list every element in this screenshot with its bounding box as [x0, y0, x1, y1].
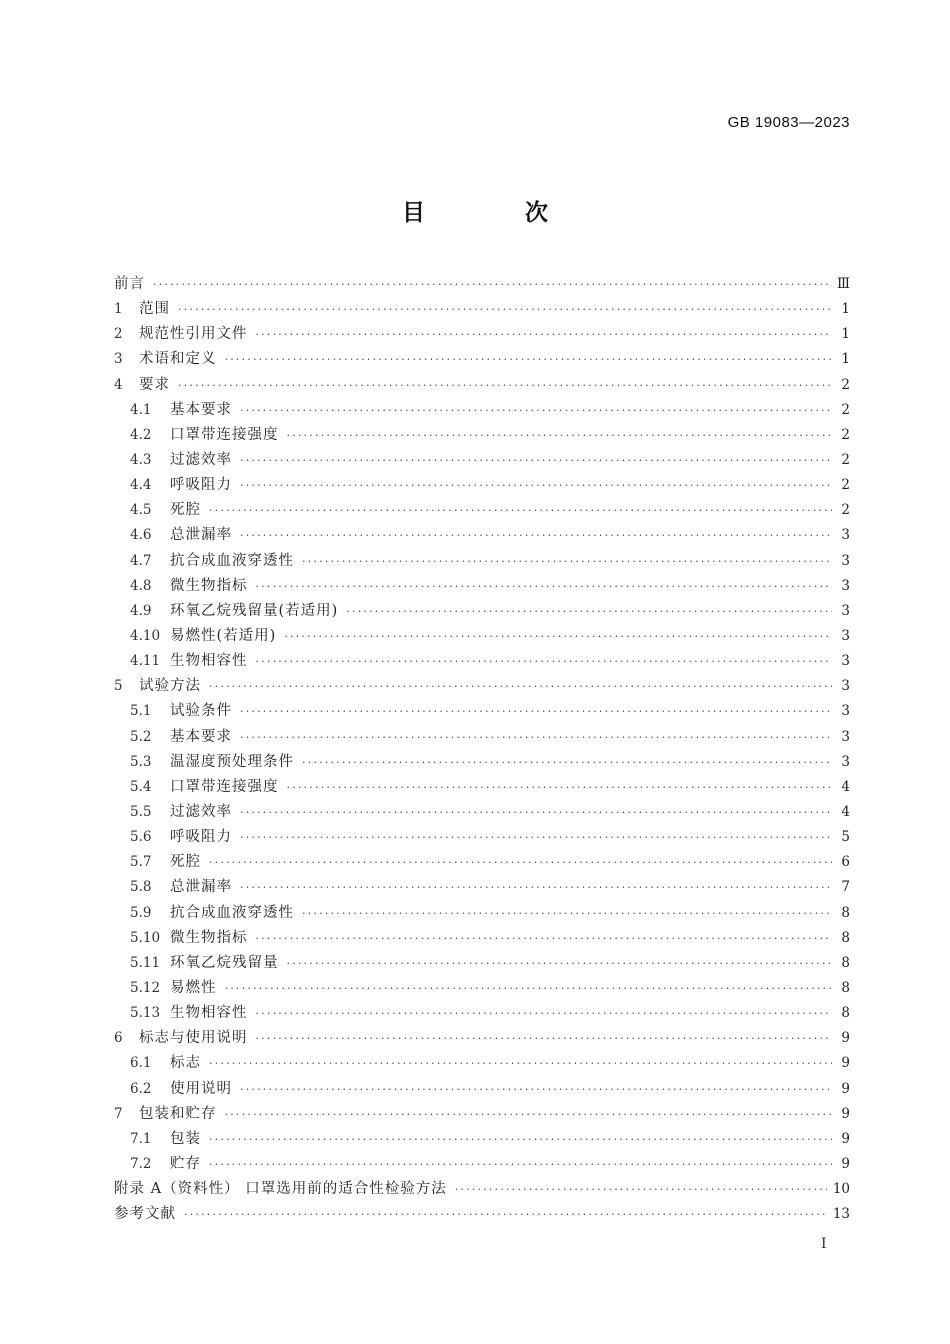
toc-leader-dots — [209, 498, 832, 523]
toc-entry-page: 8 — [841, 954, 850, 971]
toc-entry[interactable] — [114, 699, 850, 724]
toc-entry-label: 生物相容性 — [170, 1005, 248, 1022]
toc-entry-label: 环氧乙烷残留量(若适用) — [170, 602, 339, 619]
toc-leader-dots — [209, 674, 832, 699]
toc-entry[interactable] — [114, 574, 850, 599]
toc-leader-dots — [287, 951, 833, 976]
toc-entry-page: Ⅲ — [836, 276, 850, 292]
toc-entry-number: 7.1 — [130, 1130, 152, 1147]
toc-leader-dots — [302, 549, 832, 574]
toc-entry-number: 5.10 — [130, 929, 161, 946]
toc-entry[interactable] — [114, 1152, 850, 1177]
toc-leader-dots — [240, 875, 832, 900]
toc-entry-number: 4 — [114, 376, 123, 393]
toc-leader-dots — [284, 624, 832, 649]
toc-leader-dots — [178, 297, 832, 322]
toc-entry-number: 5.5 — [130, 803, 152, 820]
toc-leader-dots — [240, 825, 832, 850]
toc-entry[interactable] — [114, 825, 850, 850]
toc-entry-label: 术语和定义 — [139, 351, 217, 368]
toc-entry-number: 5.12 — [130, 979, 161, 996]
toc-entry-label: 抗合成血液穿透性 — [170, 904, 294, 921]
toc-entry[interactable] — [114, 599, 850, 624]
toc-entry-page: 9 — [841, 1105, 850, 1122]
toc-entry-number: 4.7 — [130, 552, 152, 569]
toc-entry[interactable] — [114, 1001, 850, 1026]
toc-entry-number: 5.8 — [130, 879, 152, 896]
toc-entry-number: 4.11 — [130, 653, 161, 670]
toc-entry[interactable] — [114, 272, 850, 297]
toc-entry-number: 4.8 — [130, 577, 152, 594]
toc-entry[interactable] — [114, 725, 850, 750]
toc-entry-label: 包装 — [170, 1130, 201, 1147]
toc-entry-label: 口罩带连接强度 — [170, 778, 279, 795]
toc-entry[interactable] — [114, 297, 850, 322]
toc-entry-label: 呼吸阻力 — [170, 829, 232, 846]
toc-title: 目 次 — [401, 200, 594, 226]
toc-leader-dots — [256, 574, 833, 599]
toc-leader-dots — [225, 1102, 833, 1127]
toc-entry-page: 2 — [841, 426, 850, 443]
toc-entry-page: 2 — [841, 477, 850, 494]
toc-entry[interactable] — [114, 1177, 850, 1202]
toc-entry-label: 口罩带连接强度 — [170, 426, 279, 443]
toc-entry-label: 易燃性(若适用) — [170, 627, 277, 644]
toc-entry-page: 4 — [841, 803, 850, 820]
toc-entry-page: 8 — [841, 1005, 850, 1022]
toc-leader-dots — [256, 926, 833, 951]
toc-entry-number: 4.2 — [130, 426, 152, 443]
toc-entry-number: 4.5 — [130, 502, 152, 519]
toc-entry-page: 9 — [841, 1080, 850, 1097]
toc-entry[interactable] — [114, 976, 850, 1001]
toc-entry[interactable] — [114, 549, 850, 574]
toc-entry-number: 6 — [114, 1030, 123, 1047]
toc-entry-number: 7.2 — [130, 1155, 152, 1172]
toc-entry-label: 规范性引用文件 — [139, 326, 248, 343]
toc-entry-label: 范围 — [139, 301, 170, 318]
toc-entry[interactable] — [114, 1051, 850, 1076]
toc-entry-label: 抗合成血液穿透性 — [170, 552, 294, 569]
toc-entry-label: 总泄漏率 — [170, 879, 232, 896]
toc-entry-number: 4.1 — [130, 401, 152, 418]
toc-entry[interactable] — [114, 926, 850, 951]
toc-leader-dots — [153, 272, 831, 297]
toc-entry-page: 2 — [841, 376, 850, 393]
toc-entry[interactable] — [114, 800, 850, 825]
toc-entry-page: 3 — [841, 703, 850, 720]
toc-entry-page: 3 — [841, 602, 850, 619]
toc-entry-label: 生物相容性 — [170, 653, 248, 670]
toc-entry-label: 易燃性 — [170, 979, 217, 996]
toc-leader-dots — [240, 473, 832, 498]
toc-entry-page: 13 — [832, 1206, 850, 1223]
toc-list — [114, 272, 850, 1227]
toc-entry[interactable] — [114, 498, 850, 523]
toc-leader-dots — [287, 423, 833, 448]
toc-entry-label: 包装和贮存 — [139, 1105, 217, 1122]
toc-entry-page: 3 — [841, 728, 850, 745]
toc-entry-number: 1 — [114, 301, 123, 318]
toc-entry-label: 过滤效率 — [170, 803, 232, 820]
toc-entry-number: 5.4 — [130, 778, 152, 795]
toc-leader-dots — [302, 901, 832, 926]
toc-entry-label: 试验方法 — [139, 678, 201, 695]
toc-leader-dots — [225, 976, 833, 1001]
toc-entry-number: 5.9 — [130, 904, 152, 921]
toc-entry-number: 5.13 — [130, 1005, 161, 1022]
toc-leader-dots — [240, 1077, 832, 1102]
toc-entry-page: 9 — [841, 1055, 850, 1072]
toc-entry[interactable] — [114, 473, 850, 498]
toc-entry-page: 2 — [841, 502, 850, 519]
toc-entry[interactable] — [114, 901, 850, 926]
toc-leader-dots — [209, 1152, 832, 1177]
toc-entry-page: 2 — [841, 401, 850, 418]
toc-entry-page: 6 — [841, 854, 850, 871]
toc-entry-label: 基本要求 — [170, 728, 232, 745]
toc-entry-label: 微生物指标 — [170, 929, 248, 946]
toc-leader-dots — [240, 448, 832, 473]
standard-code: GB 19083—2023 — [727, 114, 850, 131]
toc-leader-dots — [240, 699, 832, 724]
toc-entry-page: 8 — [841, 904, 850, 921]
toc-leader-dots — [302, 750, 832, 775]
toc-leader-dots — [455, 1177, 827, 1202]
toc-entry-page: 5 — [841, 829, 850, 846]
toc-entry-number: 4.9 — [130, 602, 152, 619]
toc-entry-label: 环氧乙烷残留量 — [170, 954, 279, 971]
toc-entry[interactable] — [114, 448, 850, 473]
toc-entry[interactable] — [114, 373, 850, 398]
toc-entry-label: 温湿度预处理条件 — [170, 753, 294, 770]
toc-entry-page: 1 — [841, 351, 850, 368]
toc-entry-label: 要求 — [139, 376, 170, 393]
toc-entry-page: 8 — [841, 979, 850, 996]
page-number: Ⅰ — [821, 1236, 827, 1252]
toc-entry-number: 5.6 — [130, 829, 152, 846]
toc-entry-number: 5.2 — [130, 728, 152, 745]
toc-entry-number: 3 — [114, 351, 123, 368]
toc-leader-dots — [287, 775, 833, 800]
toc-entry[interactable] — [114, 750, 850, 775]
toc-entry-page: 3 — [841, 552, 850, 569]
toc-entry-page: 3 — [841, 653, 850, 670]
toc-leader-dots — [256, 649, 833, 674]
toc-entry[interactable] — [114, 322, 850, 347]
toc-leader-dots — [240, 725, 832, 750]
toc-leader-dots — [225, 347, 833, 372]
toc-entry[interactable] — [114, 347, 850, 372]
toc-leader-dots — [256, 322, 833, 347]
toc-entry[interactable] — [114, 875, 850, 900]
toc-entry[interactable] — [114, 1102, 850, 1127]
toc-entry-number: 6.1 — [130, 1055, 152, 1072]
toc-entry[interactable] — [114, 951, 850, 976]
toc-entry-page: 3 — [841, 527, 850, 544]
toc-entry[interactable] — [114, 624, 850, 649]
toc-entry-label: 前言 — [114, 276, 145, 292]
toc-entry-page: 3 — [841, 577, 850, 594]
toc-leader-dots — [178, 373, 832, 398]
toc-entry-number: 4.4 — [130, 477, 152, 494]
toc-entry-label: 使用说明 — [170, 1080, 232, 1097]
toc-entry-label: 死腔 — [170, 854, 201, 871]
toc-entry-number: 6.2 — [130, 1080, 152, 1097]
toc-entry-number: 4.3 — [130, 451, 152, 468]
toc-entry-label: 死腔 — [170, 502, 201, 519]
toc-entry-number: 4.10 — [130, 627, 161, 644]
toc-entry-number: 5.3 — [130, 753, 152, 770]
toc-leader-dots — [256, 1001, 833, 1026]
toc-entry-page: 10 — [832, 1181, 850, 1198]
toc-entry-page: 1 — [841, 326, 850, 343]
toc-entry-page: 3 — [841, 678, 850, 695]
toc-entry-label: 附录 A（资料性） 口罩选用前的适合性检验方法 — [114, 1181, 447, 1198]
toc-entry-page: 8 — [841, 929, 850, 946]
toc-entry-label: 过滤效率 — [170, 451, 232, 468]
toc-entry-page: 9 — [841, 1155, 850, 1172]
toc-leader-dots — [240, 523, 832, 548]
toc-entry-page: 4 — [841, 778, 850, 795]
toc-entry-label: 呼吸阻力 — [170, 477, 232, 494]
toc-entry-label: 贮存 — [170, 1155, 201, 1172]
toc-entry[interactable] — [114, 1202, 850, 1227]
toc-entry-label: 微生物指标 — [170, 577, 248, 594]
toc-entry-page: 7 — [841, 879, 850, 896]
toc-entry[interactable] — [114, 1026, 850, 1051]
toc-leader-dots — [346, 599, 832, 624]
toc-entry-number: 5.11 — [130, 954, 161, 971]
toc-entry-label: 参考文献 — [114, 1206, 176, 1223]
toc-entry-number: 4.6 — [130, 527, 152, 544]
toc-entry-page: 9 — [841, 1130, 850, 1147]
toc-entry[interactable] — [114, 649, 850, 674]
toc-entry[interactable] — [114, 423, 850, 448]
toc-leader-dots — [209, 850, 832, 875]
toc-entry-page: 3 — [841, 627, 850, 644]
toc-entry-number: 7 — [114, 1105, 123, 1122]
toc-leader-dots — [240, 398, 832, 423]
toc-entry[interactable] — [114, 1127, 850, 1152]
toc-entry[interactable] — [114, 850, 850, 875]
toc-leader-dots — [256, 1026, 833, 1051]
toc-leader-dots — [209, 1127, 832, 1152]
toc-entry[interactable] — [114, 523, 850, 548]
toc-entry-page: 1 — [841, 301, 850, 318]
toc-leader-dots — [209, 1051, 832, 1076]
toc-entry-number: 2 — [114, 326, 123, 343]
toc-entry-label: 试验条件 — [170, 703, 232, 720]
toc-entry[interactable] — [114, 775, 850, 800]
toc-entry-page: 2 — [841, 451, 850, 468]
toc-entry-label: 标志 — [170, 1055, 201, 1072]
toc-leader-dots — [240, 800, 832, 825]
toc-entry-page: 3 — [841, 753, 850, 770]
toc-entry-number: 5 — [114, 678, 123, 695]
toc-entry[interactable] — [114, 674, 850, 699]
toc-entry-number: 5.7 — [130, 854, 152, 871]
toc-leader-dots — [184, 1202, 827, 1227]
toc-entry-number: 5.1 — [130, 703, 152, 720]
toc-entry-label: 总泄漏率 — [170, 527, 232, 544]
toc-entry[interactable] — [114, 1077, 850, 1102]
toc-entry-label: 基本要求 — [170, 401, 232, 418]
toc-entry[interactable] — [114, 398, 850, 423]
toc-entry-page: 9 — [841, 1030, 850, 1047]
toc-entry-label: 标志与使用说明 — [139, 1030, 248, 1047]
